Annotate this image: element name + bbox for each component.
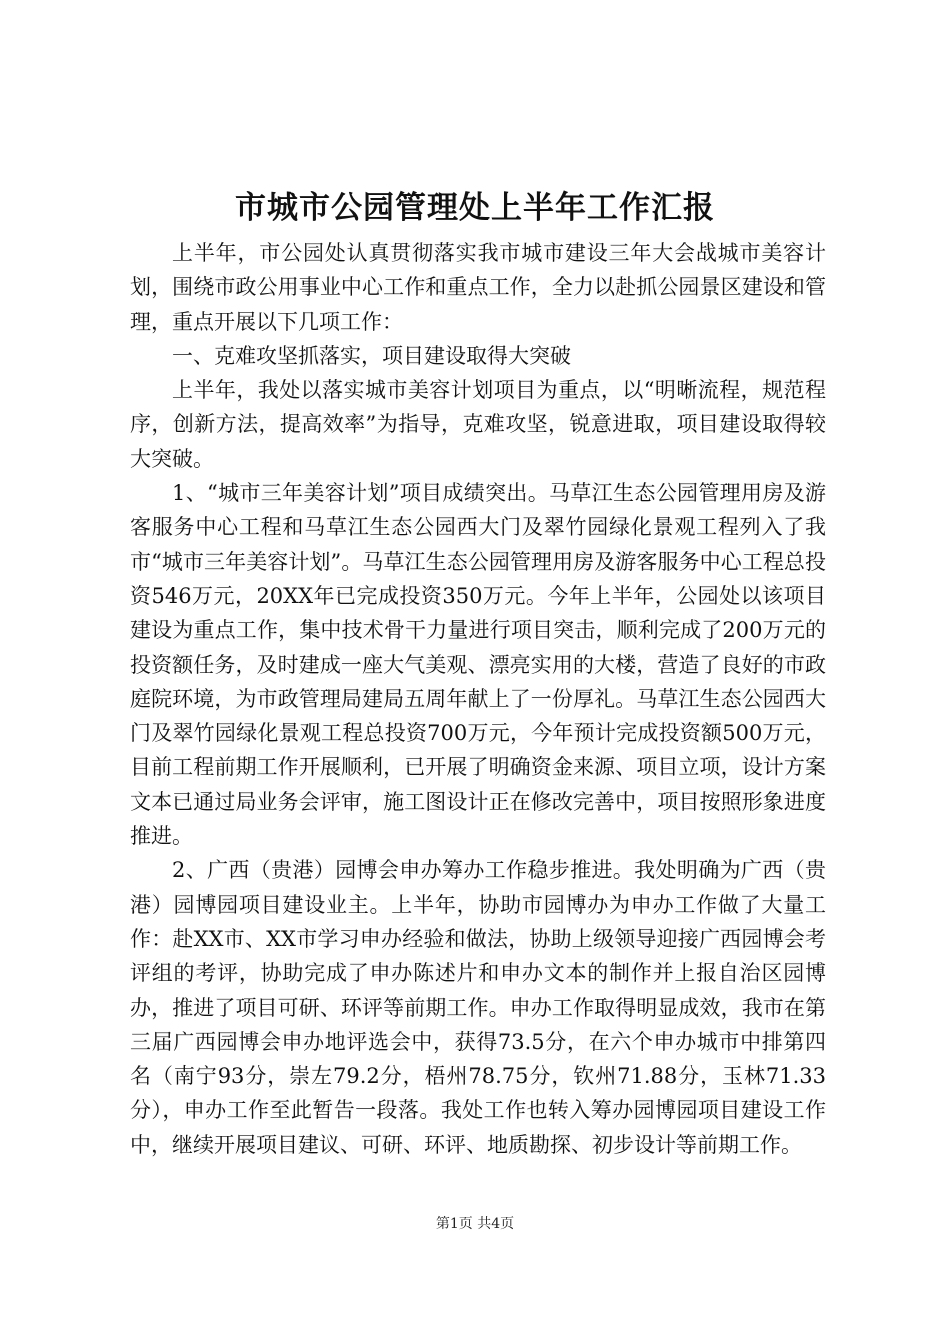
paragraph-item-1: 1、“城市三年美容计划”项目成绩突出。马草江生态公园管理用房及游客服务中心工程和马草江生态公园西大门及翠竹园绿化景观工程列入了我市“城市三年美容计划”。马草江生态公园管理用房及游客服务中心工程总投资546万元，20XX年已完成投资350万元。今年上半年，公园处以该项目建设为重点工作，集中技术骨干力量进行项目突击，顺利完成了200万元的投资额任务，及时建成一座大气美观、漂亮实用的大楼，营造了良好的市政庭院环境，为市政管理局建局五周年献上了一份厚礼。马草江生态公园西大门及翠竹园绿化景观工程总投资700万元，今年预计完成投资额500万元，目前工程前期工作开展顺利，已开展了明确资金来源、项目立项，设计方案文本已通过局业务会评审，施工图设计正在修改完善中，项目按照形象进度推进。 xyxy=(130,481,826,849)
section-heading: 一、克难攻坚抓落实，项目建设取得大突破 xyxy=(172,343,571,368)
page-footer: 第1页 共4页 xyxy=(435,1216,515,1232)
document-title: 市城市公园管理处上半年工作汇报 xyxy=(235,190,715,226)
document-body xyxy=(130,236,826,1162)
paragraph-intro: 上半年，市公园处认真贯彻落实我市城市建设三年大会战城市美容计划，围绕市政公用事业中心工作和重点工作，全力以赴抓公园景区建设和管理，重点开展以下几项工作： xyxy=(130,241,826,334)
paragraph-item-2: 2、广西（贵港）园博会申办筹办工作稳步推进。我处明确为广西（贵港）园博园项目建设业主。上半年，协助市园博办为申办工作做了大量工作：赴XX市、XX市学习申办经验和做法，协助上级领导迎接广西园博会考评组的考评，协助完成了申办陈述片和申办文本的制作并上报自治区园博办，推进了项目可研、环评等前期工作。申办工作取得明显成效，我市在第三届广西园博会申办地评选会中，获得73.5分，在六个申办城市中排第四名（南宁93分，崇左79.2分，梧州78.75分，钦州71.88分，玉林71.33分），申办工作至此暂告一段落。我处工作也转入筹办园博园项目建设工作中，继续开展项目建议、可研、环评、地质勘探、初步设计等前期工作。 xyxy=(130,858,826,1157)
paragraph-section-summary: 上半年，我处以落实城市美容计划项目为重点，以“明晰流程，规范程序，创新方法，提高效率”为指导，克难攻坚，锐意进取，项目建设取得较大突破。 xyxy=(130,378,826,471)
